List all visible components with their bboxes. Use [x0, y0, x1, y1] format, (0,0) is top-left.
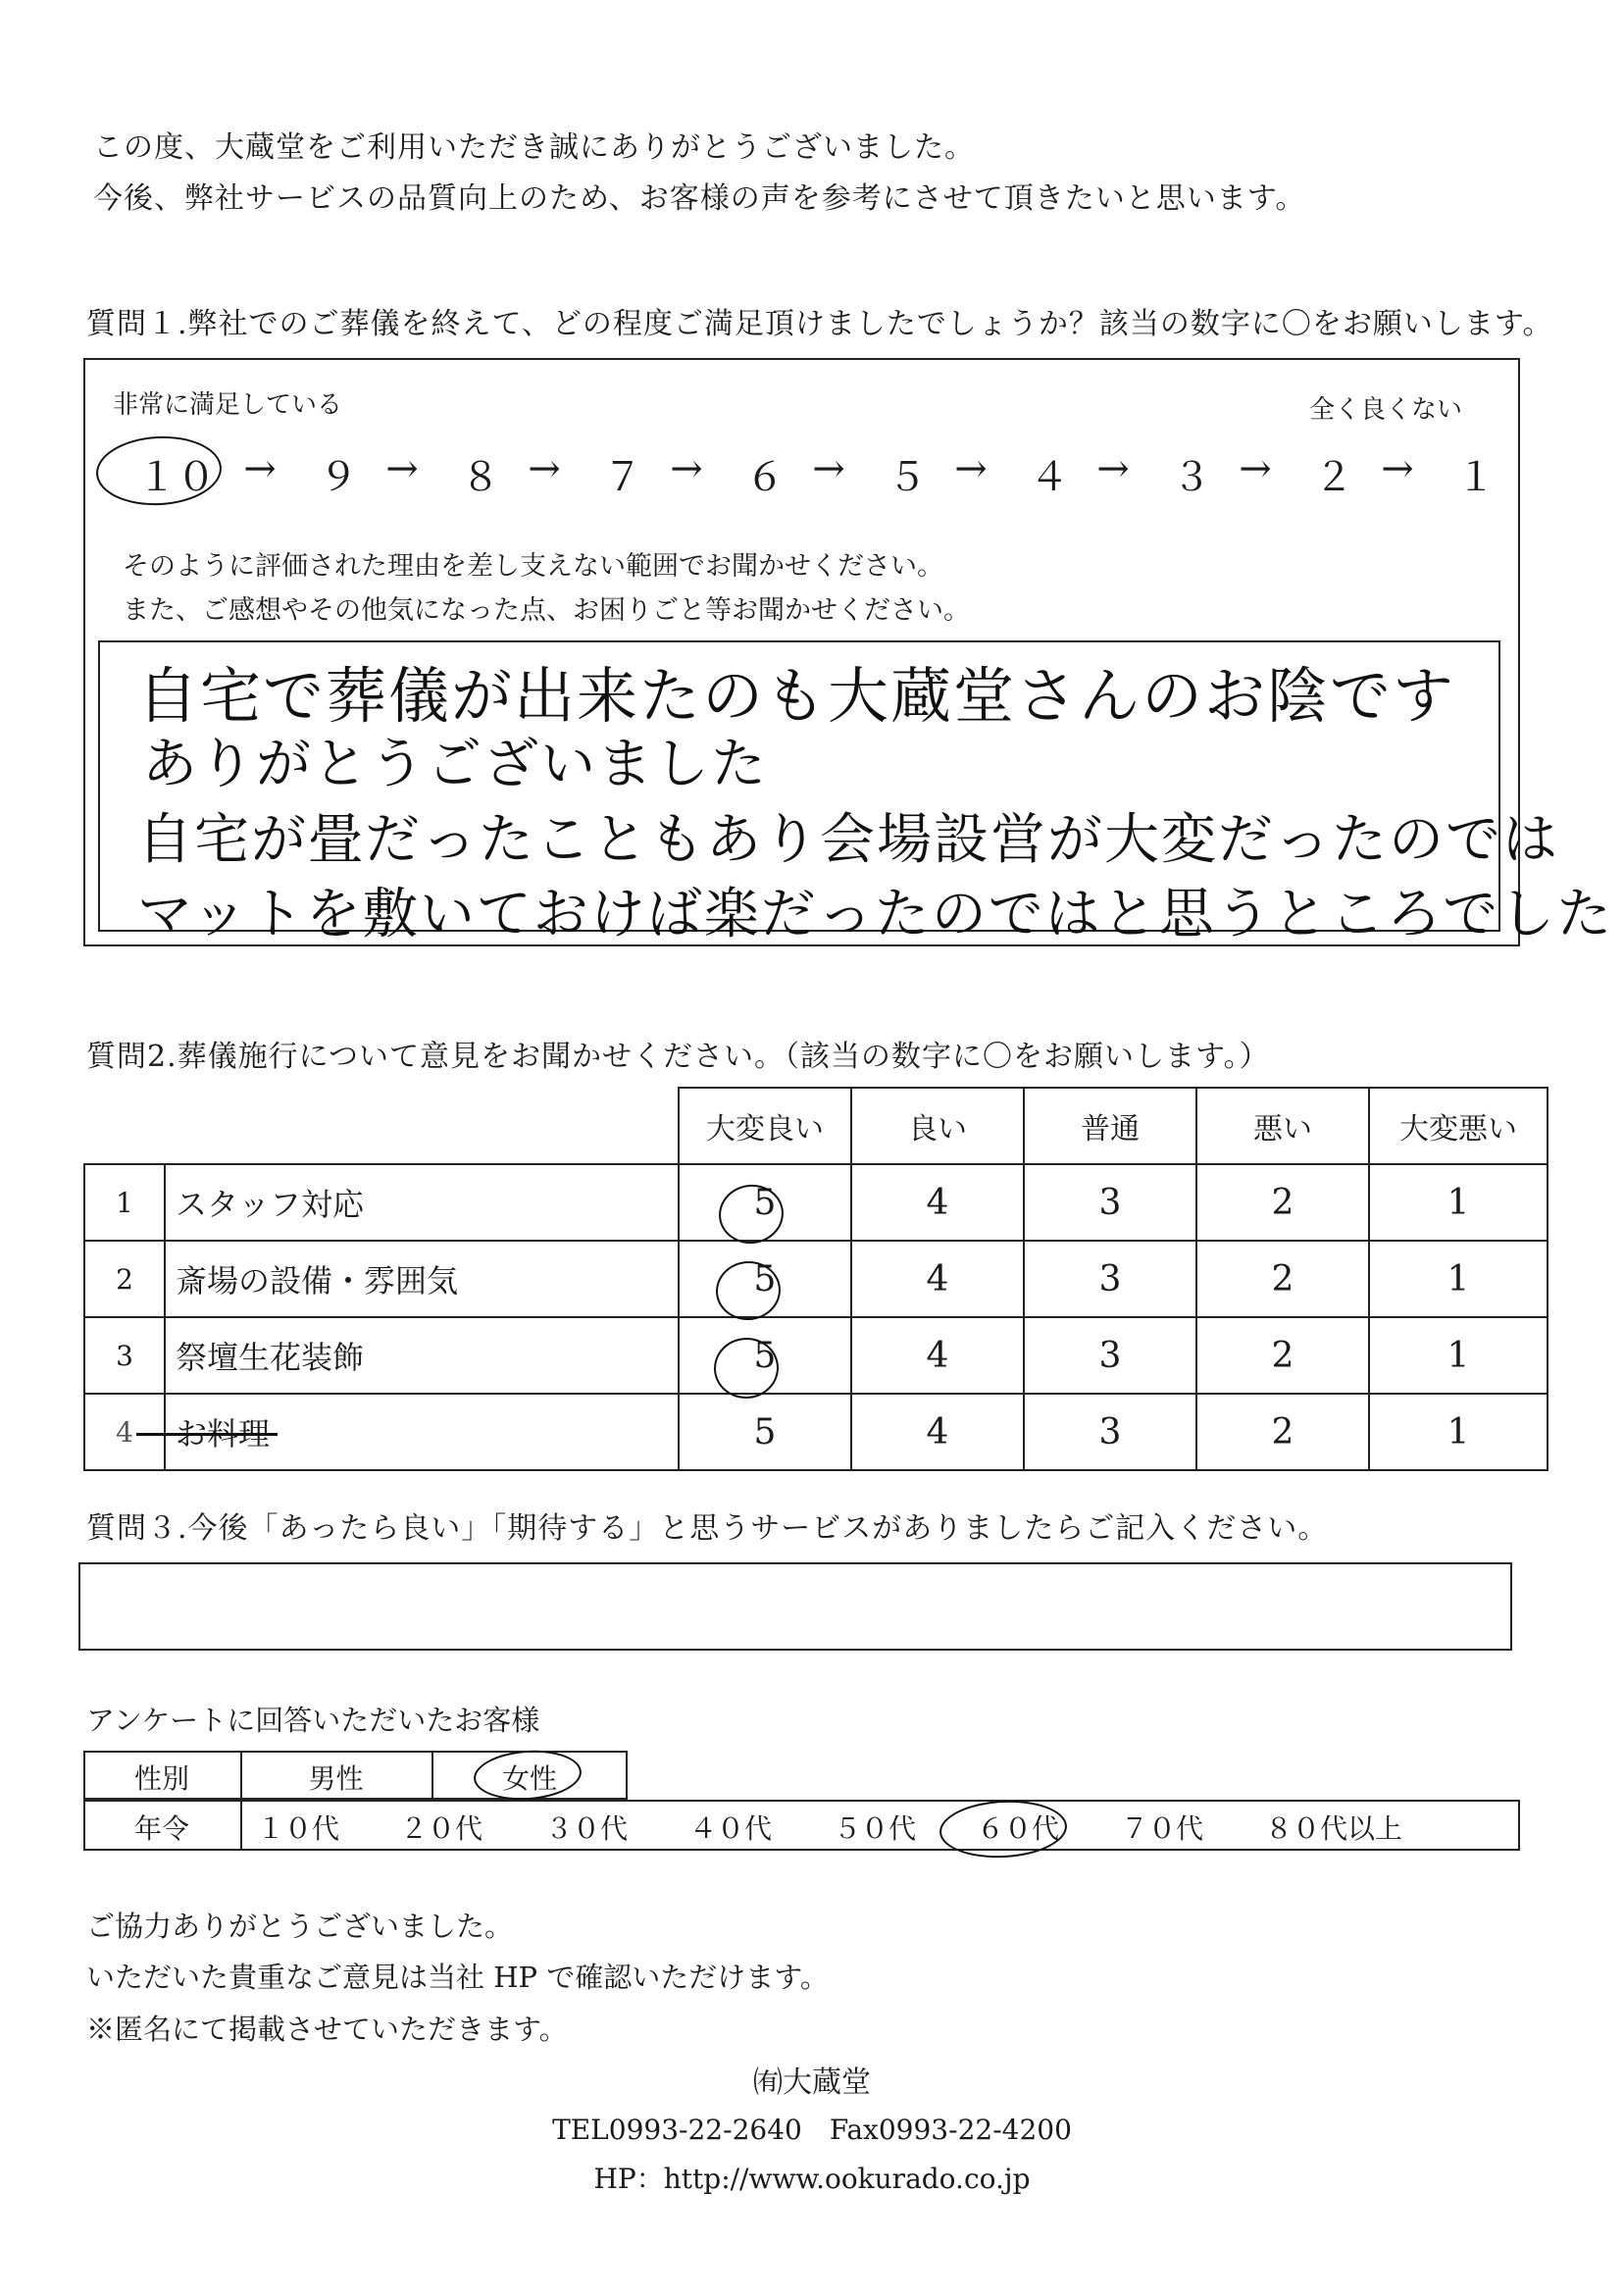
column-header: 悪い: [1196, 1088, 1369, 1164]
q1-scale-value[interactable]: ８: [461, 455, 500, 500]
blank-cell: [84, 1088, 165, 1164]
q1-label-low: 全く良くない: [1309, 395, 1463, 425]
arrow-icon: →: [812, 446, 845, 491]
arrow-icon: →: [670, 446, 703, 491]
blank-cell: [165, 1088, 679, 1164]
q3-answer-box[interactable]: [78, 1562, 1512, 1651]
arrow-icon: →: [954, 446, 988, 491]
row-item: スタッフ対応: [165, 1164, 679, 1241]
q1-comment-line-4: マットを敷いておけば楽だったのではと思うところでした: [137, 883, 1614, 946]
score-cell[interactable]: [679, 1394, 851, 1470]
score-value: 4: [926, 1335, 949, 1376]
row-item: [165, 1394, 679, 1470]
table-row: [84, 1164, 1548, 1241]
gender-female-option[interactable]: 女性: [501, 1762, 557, 1795]
q1-comment-line-2: ありがとうございました: [142, 733, 768, 796]
score-cell[interactable]: [851, 1394, 1024, 1470]
arrow-icon: →: [1096, 446, 1130, 491]
row-number: 3: [84, 1317, 165, 1394]
q1-satisfaction-scale: [93, 446, 1505, 505]
q2-rating-table: [83, 1087, 1548, 1471]
column-header: 大変良い: [679, 1088, 851, 1164]
score-value: 5: [753, 1182, 777, 1223]
column-header: 普通: [1024, 1088, 1196, 1164]
score-cell[interactable]: [1024, 1241, 1196, 1317]
age-option[interactable]: ６０代: [977, 1812, 1060, 1845]
score-value: 3: [1098, 1335, 1122, 1376]
score-value: 2: [1271, 1411, 1294, 1453]
q1-scale-value[interactable]: ６: [745, 455, 785, 500]
q1-title: 質問１.弊社でのご葬儀を終えて、どの程度ご満足頂けましたでしょうか？該当の数字に〇をお願いします。: [86, 307, 1553, 341]
q1-label-high: 非常に満足している: [113, 390, 343, 420]
age-option[interactable]: ５０代: [834, 1812, 917, 1845]
closing-line-1: ご協力ありがとうございました。: [86, 1910, 514, 1943]
score-value: 5: [753, 1411, 777, 1453]
q1-comment-line-1: 自宅で葬儀が出来たのも大蔵堂さんのお陰です: [137, 660, 1456, 732]
closing-line-3: ※匿名にて掲載させていただきます。: [86, 2013, 568, 2046]
score-value: 1: [1446, 1258, 1470, 1300]
column-header: 良い: [851, 1088, 1024, 1164]
row-item-struck: お料理: [176, 1409, 270, 1454]
score-cell[interactable]: [1196, 1317, 1369, 1394]
q1-scale-value[interactable]: ２: [1314, 455, 1353, 500]
column-header: 大変悪い: [1369, 1088, 1548, 1164]
company-name: ㈲大蔵堂: [753, 2065, 871, 2100]
score-value: 2: [1271, 1182, 1294, 1223]
intro-line-1: この度、大蔵堂をご利用いただき誠にありがとうございました。: [93, 130, 975, 165]
score-value: 3: [1098, 1182, 1122, 1223]
score-value: 5: [753, 1335, 777, 1376]
age-option[interactable]: ４０代: [689, 1812, 773, 1845]
row-number: 1: [84, 1164, 165, 1241]
q1-scale-value[interactable]: ９: [319, 455, 358, 500]
q1-scale-value[interactable]: １: [1456, 455, 1496, 500]
arrow-icon: →: [1381, 446, 1414, 491]
arrow-icon: →: [1239, 446, 1272, 491]
age-label: 年令: [133, 1812, 189, 1845]
q1-scale-value[interactable]: ７: [603, 455, 642, 500]
q1-scale-value[interactable]: ４: [1030, 455, 1069, 500]
score-value: 1: [1446, 1182, 1470, 1223]
row-item: 斎場の設備・雰囲気: [165, 1241, 679, 1317]
score-cell[interactable]: [851, 1241, 1024, 1317]
respondent-title: アンケートに回答いただいたお客様: [86, 1704, 540, 1737]
arrow-icon: →: [385, 446, 419, 491]
score-value: 4: [926, 1258, 949, 1300]
q1-prompt-2: また、ご感想やその他気になった点、お困りごと等お聞かせください。: [123, 595, 970, 626]
row-number: 2: [84, 1241, 165, 1317]
score-cell[interactable]: [1369, 1394, 1548, 1470]
q1-scale-value[interactable]: １０: [137, 455, 216, 500]
q1-comment-line-3: 自宅が畳だったこともあり会場設営が大変だったのでは: [137, 808, 1559, 872]
score-value: 2: [1271, 1335, 1294, 1376]
age-option[interactable]: ７０代: [1121, 1812, 1204, 1845]
score-cell[interactable]: [1024, 1164, 1196, 1241]
q2-title: 質問2.葬儀施行について意見をお聞かせください。（該当の数字に〇をお願いします。）: [86, 1040, 1270, 1074]
divider: [240, 1800, 242, 1851]
intro-line-2: 今後、弊社サービスの品質向上のため、お客様の声を参考にさせて頂きたいと思います。: [93, 181, 1306, 216]
score-cell[interactable]: [1196, 1241, 1369, 1317]
gender-label: 性別: [133, 1762, 189, 1795]
q1-scale-value[interactable]: ３: [1172, 455, 1211, 500]
score-cell[interactable]: [851, 1317, 1024, 1394]
score-value: 4: [926, 1411, 949, 1453]
score-value: 1: [1446, 1411, 1470, 1453]
company-contact: TEL0993-22-2640 Fax0993-22-4200: [552, 2114, 1072, 2146]
arrow-icon: →: [243, 446, 277, 491]
table-row: [84, 1394, 1548, 1470]
row-item: 祭壇生花装飾: [165, 1317, 679, 1394]
score-cell[interactable]: [1369, 1164, 1548, 1241]
row-number: 4: [84, 1394, 165, 1470]
score-cell[interactable]: [1369, 1241, 1548, 1317]
score-value: 5: [753, 1258, 777, 1300]
score-value: 1: [1446, 1335, 1470, 1376]
age-option[interactable]: ２０代: [400, 1812, 483, 1845]
score-cell[interactable]: [1369, 1317, 1548, 1394]
age-option[interactable]: １０代: [257, 1812, 340, 1845]
age-option[interactable]: ３０代: [545, 1812, 629, 1845]
arrow-icon: →: [528, 446, 561, 491]
score-value: 2: [1271, 1258, 1294, 1300]
table-row: [84, 1317, 1548, 1394]
score-value: 3: [1098, 1258, 1122, 1300]
gender-male-option[interactable]: 男性: [308, 1762, 364, 1795]
score-cell[interactable]: [1196, 1394, 1369, 1470]
score-value: 3: [1098, 1411, 1122, 1453]
q2-header-row: [84, 1088, 1548, 1164]
q1-scale-value[interactable]: ５: [888, 455, 927, 500]
q3-title: 質問３.今後「あったら良い」「期待する」と思うサービスがありましたらご記入ください。: [86, 1511, 1329, 1546]
table-row: [84, 1241, 1548, 1317]
company-hp-link[interactable]: HP：http://www.ookurado.co.jp: [593, 2163, 1031, 2195]
score-value: 4: [926, 1182, 949, 1223]
closing-line-2: いただいた貴重なご意見は当社 HP で確認いただけます。: [86, 1961, 829, 1994]
score-cell[interactable]: [1196, 1164, 1369, 1241]
q1-prompt-1: そのように評価された理由を差し支えない範囲でお聞かせください。: [123, 551, 943, 582]
score-cell[interactable]: [1024, 1394, 1196, 1470]
score-cell[interactable]: [851, 1164, 1024, 1241]
score-cell[interactable]: [1024, 1317, 1196, 1394]
age-option[interactable]: ８０代以上: [1265, 1812, 1403, 1845]
